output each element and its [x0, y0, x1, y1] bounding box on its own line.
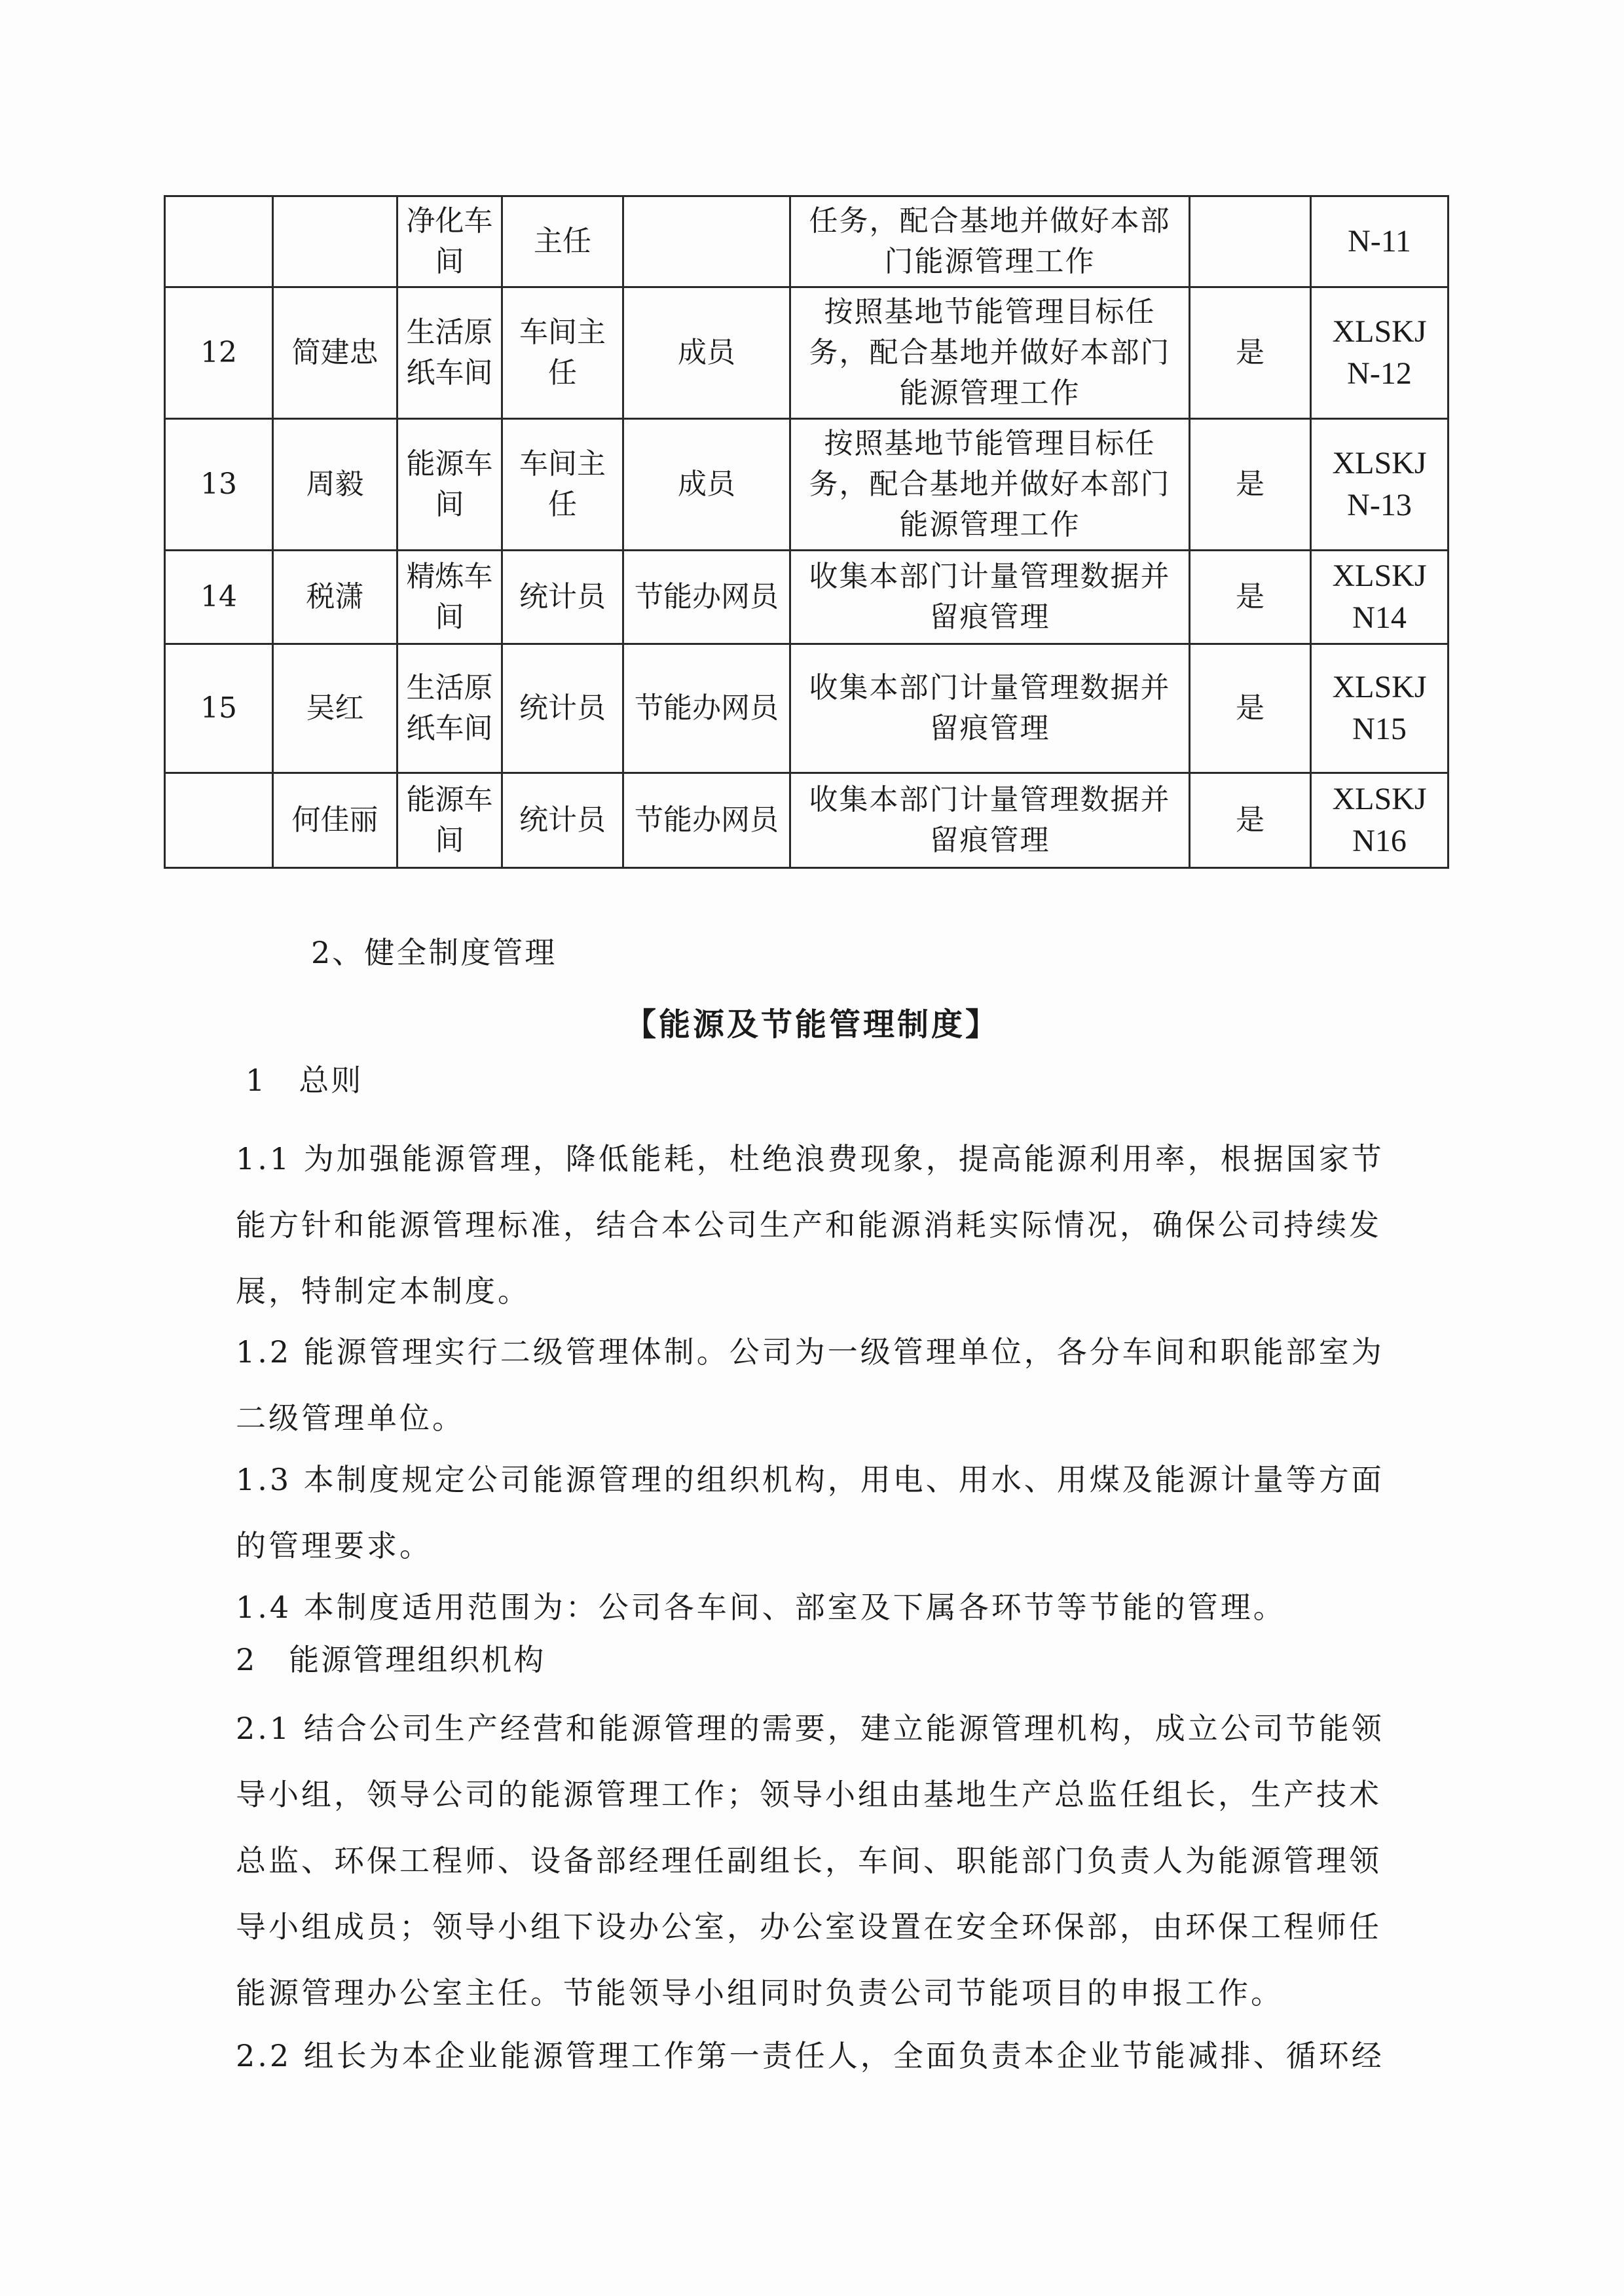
cell-code: XLSKJ N14 [1311, 551, 1449, 644]
cell-name: 何佳丽 [273, 773, 397, 868]
table-row [165, 644, 1449, 773]
cell-position: 车间主任 [502, 419, 623, 551]
cell-code: XLSKJ N16 [1311, 773, 1449, 868]
cell-name: 吴红 [273, 644, 397, 773]
cell-dept: 净化车间 [397, 196, 502, 287]
cell-duty: 按照基地节能管理目标任务，配合基地并做好本部门能源管理工作 [790, 287, 1190, 419]
cell-no [165, 196, 273, 287]
paragraph-2-2: 2.2 组长为本企业能源管理工作第一责任人，全面负责本企业节能减排、循环经 [236, 2038, 1384, 2073]
table-row [165, 773, 1449, 868]
cell-position: 主任 [502, 196, 623, 287]
cell-name [273, 196, 397, 287]
cell-position: 统计员 [502, 644, 623, 773]
cell-code: XLSKJ N15 [1311, 644, 1449, 773]
cell-dept: 能源车间 [397, 419, 502, 551]
cell-role: 节能办网员 [623, 551, 790, 644]
section-heading: 2、健全制度管理 [311, 935, 557, 970]
table-row [165, 551, 1449, 644]
cell-duty: 任务，配合基地并做好本部门能源管理工作 [790, 196, 1190, 287]
cell-trained: 是 [1190, 419, 1311, 551]
cell-trained: 是 [1190, 773, 1311, 868]
cell-name: 简建忠 [273, 287, 397, 419]
cell-dept: 生活原纸车间 [397, 287, 502, 419]
paragraph-2-1: 2.1 结合公司生产经营和能源管理的需要，建立能源管理机构，成立公司节能领导小组，领导公司的能源管理工作；领导小组由基地生产总监任组长，生产技术总监、环保工程师、设备部经理任副组长，车间、职能部门负责人为能源管理领导小组成员；领导小组下设办公室，办公室设置在安全环保部，由环保工程师任能源管理办公室主任。节能领导小组同时负责公司节能项目的申报工作。 [236, 1711, 1384, 2011]
cell-role: 节能办网员 [623, 644, 790, 773]
paragraph-1-4: 1.4 本制度适用范围为：公司各车间、部室及下属各环节等节能的管理。 [236, 1590, 1286, 1625]
cell-trained: 是 [1190, 551, 1311, 644]
paragraph-1-3: 1.3 本制度规定公司能源管理的组织机构，用电、用水、用煤及能源计量等方面的管理要求。 [236, 1462, 1384, 1563]
cell-no: 15 [165, 644, 273, 773]
paragraph-1-2: 1.2 能源管理实行二级管理体制。公司为一级管理单位，各分车间和职能部室为二级管理单位。 [236, 1334, 1384, 1436]
cell-position: 统计员 [502, 551, 623, 644]
cell-trained: 是 [1190, 287, 1311, 419]
chapter-heading-general: 1 总则 [246, 1063, 363, 1098]
table-row [165, 419, 1449, 551]
cell-name: 周毅 [273, 419, 397, 551]
cell-no: 13 [165, 419, 273, 551]
paragraph-1-1: 1.1 为加强能源管理，降低能耗，杜绝浪费现象，提高能源利用率，根据国家节能方针和能源管理标准，结合本公司生产和能源消耗实际情况，确保公司持续发展，特制定本制度。 [236, 1141, 1384, 1309]
cell-dept: 生活原纸车间 [397, 644, 502, 773]
cell-position: 统计员 [502, 773, 623, 868]
cell-no: 12 [165, 287, 273, 419]
table-row [165, 196, 1449, 287]
energy-staff-table [164, 195, 1449, 869]
cell-no [165, 773, 273, 868]
table-row [165, 287, 1449, 419]
cell-role: 成员 [623, 287, 790, 419]
cell-dept: 精炼车间 [397, 551, 502, 644]
cell-role: 节能办网员 [623, 773, 790, 868]
cell-position: 车间主任 [502, 287, 623, 419]
chapter-heading-organization: 2 能源管理组织机构 [236, 1642, 546, 1677]
cell-duty: 按照基地节能管理目标任务，配合基地并做好本部门能源管理工作 [790, 419, 1190, 551]
cell-trained: 是 [1190, 644, 1311, 773]
cell-no: 14 [165, 551, 273, 644]
cell-code: XLSKJ N-12 [1311, 287, 1449, 419]
cell-code: XLSKJ N-13 [1311, 419, 1449, 551]
cell-role [623, 196, 790, 287]
cell-role: 成员 [623, 419, 790, 551]
cell-duty: 收集本部门计量管理数据并留痕管理 [790, 551, 1190, 644]
document-title: 【能源及节能管理制度】 [624, 1006, 999, 1043]
cell-name: 税潇 [273, 551, 397, 644]
cell-code: N-11 [1311, 196, 1449, 287]
cell-dept: 能源车间 [397, 773, 502, 868]
cell-duty: 收集本部门计量管理数据并留痕管理 [790, 644, 1190, 773]
cell-trained [1190, 196, 1311, 287]
cell-duty: 收集本部门计量管理数据并留痕管理 [790, 773, 1190, 868]
